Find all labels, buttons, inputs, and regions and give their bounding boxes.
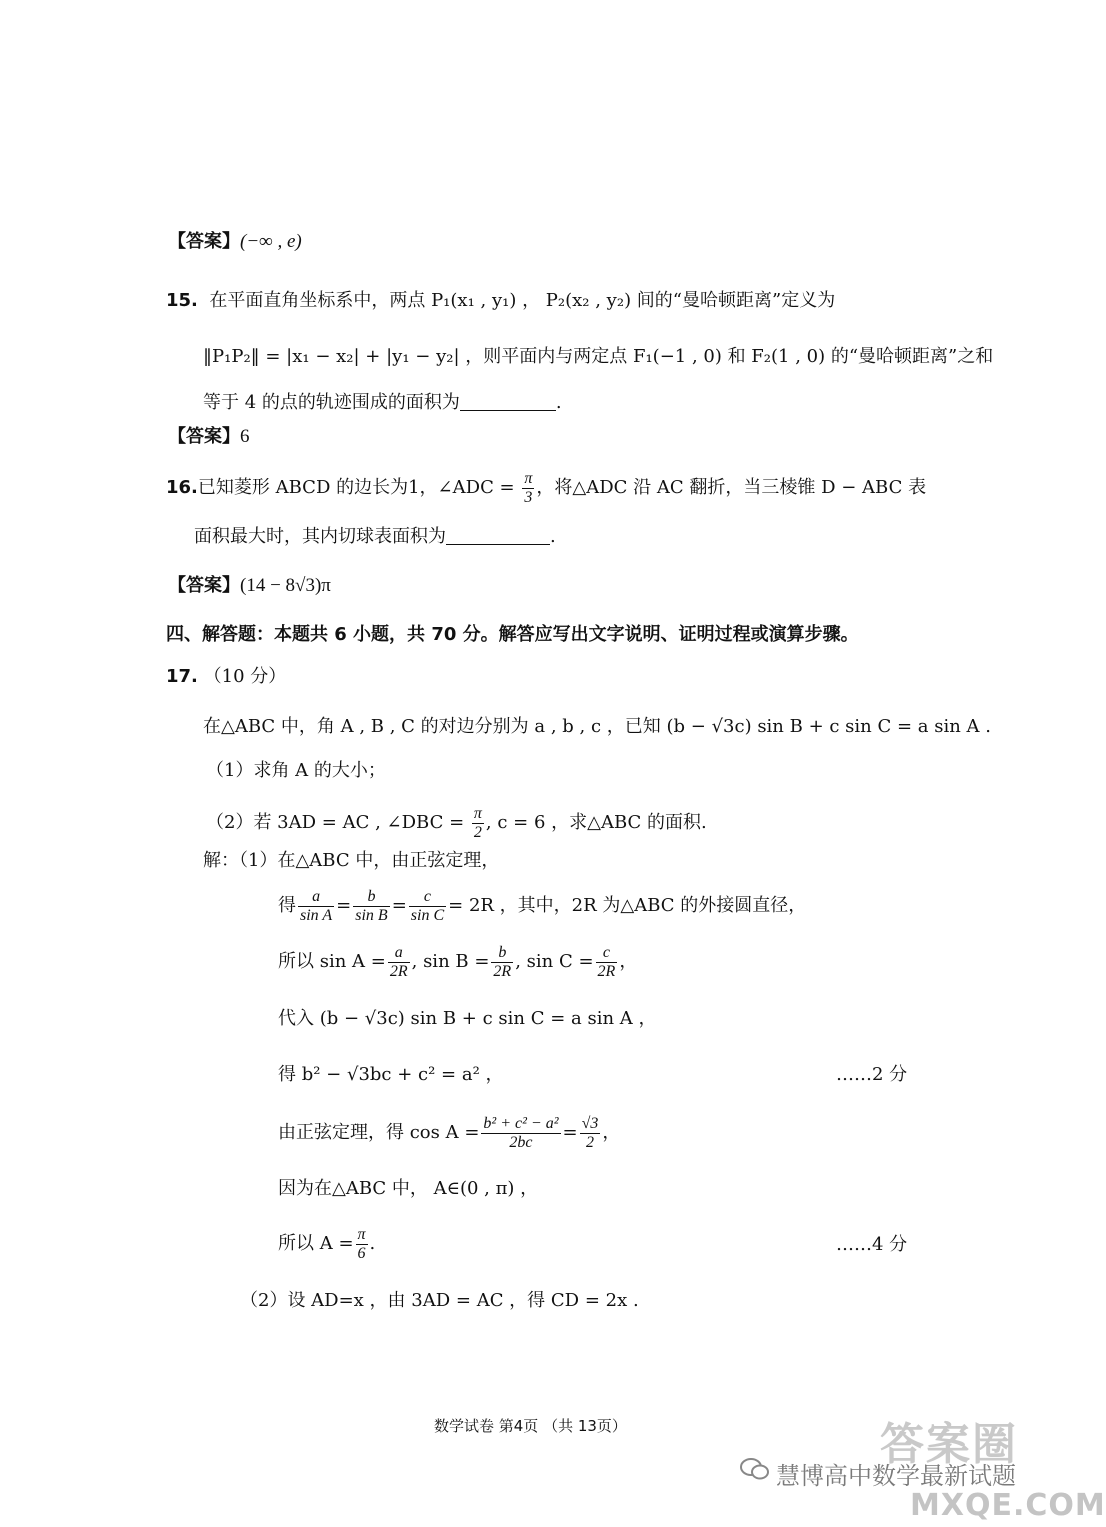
solution-step-2: 所以 sin A = $\frac{a}{2R}$ , sin B = $\frac{b}{2R}$ , sin C = $\frac{c}{2R}$ ， bbox=[278, 944, 638, 980]
fraction: $\frac{\pi}{2}$ bbox=[473, 805, 482, 841]
q16-answer: 【答案】(14 − 8√3)π bbox=[168, 575, 331, 596]
q15-answer: 【答案】6 bbox=[168, 426, 250, 447]
solution-step-3: 代入 (b − √3c) sin B + c sin C = a sin A ， bbox=[278, 1008, 657, 1029]
q17-part1: （1）求角 A 的大小； bbox=[206, 760, 386, 781]
solution-step-4: 得 b² − √3bc + c² = a² ， bbox=[278, 1064, 504, 1085]
solution-step-7: 所以 A = $\frac{\pi}{6}$ . bbox=[278, 1226, 376, 1262]
q15-line2: ‖P₁P₂‖ = |x₁ − x₂| + |y₁ − y₂| ，则平面内与两定点 F₁(−1 , 0) 和 F₂(1 , 0) 的“曼哈顿距离”之和 bbox=[203, 346, 994, 367]
q16-line2: 面积最大时，其内切球表面积为 . bbox=[194, 526, 556, 547]
solution-step-6: 因为在△ABC 中， A∈(0 , π) ， bbox=[278, 1178, 539, 1199]
q17-stem: 在△ABC 中，角 A , B , C 的对边分别为 a , b , c ，已知 (b − √3c) sin B + c sin C = a sin A . bbox=[203, 716, 991, 737]
page-footer: 数学试卷 第4页 （共 13页） bbox=[434, 1417, 627, 1435]
q17-heading: 17. （10 分） bbox=[166, 666, 287, 687]
wechat-icon bbox=[740, 1458, 770, 1480]
watermark-url: MXQE.COM bbox=[910, 1488, 1106, 1523]
answer-blank bbox=[460, 392, 556, 411]
watermark-text: 慧博高中数学最新试题 bbox=[776, 1462, 1016, 1490]
watermark-logo: 答案圈 bbox=[880, 1419, 1018, 1470]
q14-answer: 【答案】(−∞ , e) bbox=[168, 231, 302, 252]
solution-intro: 解：（1）在△ABC 中，由正弦定理， bbox=[203, 850, 500, 871]
score-mark: ……2 分 bbox=[836, 1064, 908, 1085]
q17-part2: （2）若 3AD = AC , ∠DBC = $\frac{\pi}{2}$ , c = 6 ，求△ABC 的面积. bbox=[206, 805, 707, 841]
solution-step-5: 由正弦定理，得 cos A = $\frac{\text{b² + c² − a²}}{2bc}$ = $\frac{√3}{2}$ ， bbox=[278, 1115, 621, 1151]
solution-part2: （2）设 AD=x ，由 3AD = AC ，得 CD = 2x . bbox=[240, 1290, 639, 1311]
q15-line1: 15. 在平面直角坐标系中，两点 P₁(x₁ , y₁) ， P₂(x₂ , y₂) 间的“曼哈顿距离”定义为 bbox=[166, 290, 836, 311]
q15-line3: 等于 4 的点的轨迹围成的面积为 . bbox=[203, 392, 562, 413]
q16-line1: 16.已知菱形 ABCD 的边长为1，∠ADC = $\frac{\pi}{3}$ ，将△ADC 沿 AC 翻折，当三棱锥 D − ABC 表 bbox=[166, 470, 927, 506]
fraction: $\frac{\pi}{3}$ bbox=[524, 470, 533, 506]
answer-blank bbox=[446, 526, 550, 545]
section-heading: 四、解答题：本题共 6 小题，共 70 分。解答应写出文字说明、证明过程或演算步骤。 bbox=[166, 624, 859, 645]
solution-step-1: 得 $\frac{a}{\text{sin A}}$ = $\frac{b}{\text{sin B}}$ = $\frac{c}{\text{sin C}}$ = 2R ，其中，2R 为△ABC 的外接圆直径， bbox=[278, 888, 807, 924]
score-mark: ……4 分 bbox=[836, 1234, 908, 1255]
